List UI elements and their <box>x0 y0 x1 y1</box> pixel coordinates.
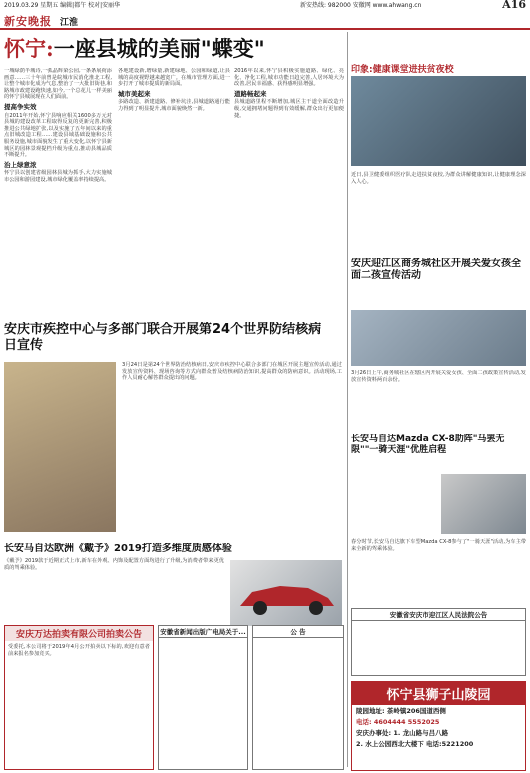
lead-body-2: 怀宁县以创建省级园林县城为抓手,大力实施城市公园和游园建设,城市绿化覆盖率持续提高。 <box>4 170 112 183</box>
lead-intro: 一城绿荫半城诗,一弧晶辉染公园,一条条展荷添画意……三十年前曾是皖城市民消化淮北工程,让整个城市化成为气息,整治了一大批旧街巷,和路城市政建设跑快速,如今,一个总花儿一样美丽的怀宁县城展现在人们面前。 <box>4 68 112 101</box>
notice-1 <box>158 625 248 770</box>
lead-body-1: 自2011年开始,怀宁县响应相关1600多万元对县城的建设改革工程取得反复的更新完善,积极推进公共绿地扩张,以及实施了五年间以来的重点旧城改造工程……建设县域基础设施和公共服务设施,城市面貌发生了重大变化,以怀宁县新城区的园林景观提档升级为重点,推动县城品质不断提升。 <box>4 112 112 159</box>
notice-2 <box>252 625 344 770</box>
right-top-body: 近日,县卫健委组织医疗队走进扶贫夜校,为群众讲解健康知识,让健康理念深入人心。 <box>351 172 526 185</box>
mid-body: 各地建设新,增绿量,新建绿地、公园和绿道,让县城的高度视野越来越宽广。在城市管理方面,进一步打开了城市提质的新局面。 <box>118 68 230 88</box>
lead-story-column-2 <box>118 68 230 316</box>
car-icon <box>230 560 342 626</box>
paper-logo: 新安晚报 <box>4 15 52 28</box>
lead-headline-prefix: 怀宁: <box>4 36 54 61</box>
right-mid-story <box>351 258 526 368</box>
hotline: 新安热线: 982000 安徽网 www.ahwang.cn <box>300 2 422 9</box>
notice-2-title: 公 告 <box>253 626 343 638</box>
right-story-subhead: 道路畅起来 <box>234 89 267 98</box>
right-mid-body: 3月26日上午,商务城社区在辖区内开展关爱女孩、全面二孩政策宣传活动,发放宣传资料两百余份。 <box>351 370 526 383</box>
notice-1-title: 安徽省新闻出版广电局关于... <box>160 628 246 636</box>
car-headline: 长安马自达欧洲《戴予》2019打造多维度质感体验 <box>4 543 232 554</box>
right-story-body-2: 县城道路里程不断增加,城区主干道全面改造升级,交通拥堵问题得到有效缓解,群众出行更加便捷。 <box>234 99 344 119</box>
right-top-story <box>351 62 526 252</box>
right-mid-headline: 安庆迎江区商务城社区开展关爱女孩全面二孩宣传活动 <box>351 258 521 281</box>
right-car-body: 春分时节,长安马自达旗下车型Mazda CX-8参与了"一骑天涯"活动,为车主带来全新的驾乘体验。 <box>351 539 526 552</box>
mid-subhead: 城市美起来 <box>118 89 151 98</box>
notice-3-title: 安徽省安庆市迎江区人民法院公告 <box>352 609 525 621</box>
section-name: 江淮 <box>60 18 79 28</box>
cemetery-address: 陵园地址: 茶岭镇206国道西侧 <box>356 707 446 715</box>
lead-subhead-1: 提高争实效 <box>4 102 37 111</box>
cemetery-office: 安庆办事处: 1. 龙山路与吕八路 <box>356 729 449 737</box>
cemetery-ad <box>351 681 526 771</box>
auction-ad <box>4 625 154 770</box>
lead-subhead-2: 治上绿意浓 <box>4 160 37 169</box>
right-top-photo <box>351 76 526 166</box>
cemetery-office-2: 2. 水上公园西北大楼下 电话:5221200 <box>356 740 474 748</box>
disease-control-story <box>4 322 344 540</box>
right-mid-photo <box>351 310 526 366</box>
column-divider <box>347 32 348 767</box>
lead-story-column-1 <box>4 68 112 316</box>
auction-ad-body: 受委托,本公司将于2019年4月公开拍卖以下标的,欢迎有意者前来报名参加竞买。 <box>8 644 150 657</box>
disease-control-body: 3月24日是第24个世界防治结核病日,安庆市疾控中心联合多部门在城区开展主题宣传活动,通过发放宣传资料、现场咨询等方式向群众普及结核病防治知识,提高群众的防病意识。活动现场,工作人员耐心解答群众提出的问题。 <box>122 362 342 382</box>
lead-headline <box>4 33 344 63</box>
notice-3 <box>351 608 526 676</box>
masthead <box>0 12 530 30</box>
lead-story-column-3 <box>234 68 344 316</box>
lead-headline-text: 一座县城的美丽"蝶变" <box>53 36 265 61</box>
auction-ad-title: 安庆万达拍卖有限公司拍卖公告 <box>5 626 153 641</box>
car-body: 《戴予》2019款于近期正式上市,新车在外观、内饰及配置方面均进行了升级,为消费者带来更优质的驾乘体验。 <box>4 558 224 571</box>
top-bar <box>0 0 530 12</box>
right-story-body: 2016年以来,怀宁县积极实施道路、绿化、亮化、净化工程,城市功能日趋完善,人居环境大为改善,居民幸福感、获得感明显增强。 <box>234 68 344 88</box>
right-car-headline: 长安马自达Mazda CX-8助阵"马罢无限""一骑天涯"优胜启程 <box>351 434 505 455</box>
cemetery-ad-title: 怀宁县狮子山陵园 <box>352 682 525 705</box>
right-top-headline: 印象:健康课堂进扶贫夜校 <box>351 65 454 75</box>
car-photo <box>230 560 342 626</box>
right-car-photo <box>441 474 526 534</box>
disease-control-headline: 安庆市疾控中心与多部门联合开展第24个世界防结核病日宣传 <box>4 322 322 353</box>
page-number: A16 <box>502 0 526 11</box>
disease-control-photo <box>4 362 116 532</box>
cemetery-phone-1: 电话: 4604444 5552025 <box>356 718 440 726</box>
issue-date: 2019.03.29 星期五 编辑|都午 校对|安丽华 <box>4 2 121 9</box>
mid-body-2: 多路改造、新建道路、修补坑洼,县城道路通行能力得到了明显提升,城市面貌焕然一新。 <box>118 99 230 112</box>
